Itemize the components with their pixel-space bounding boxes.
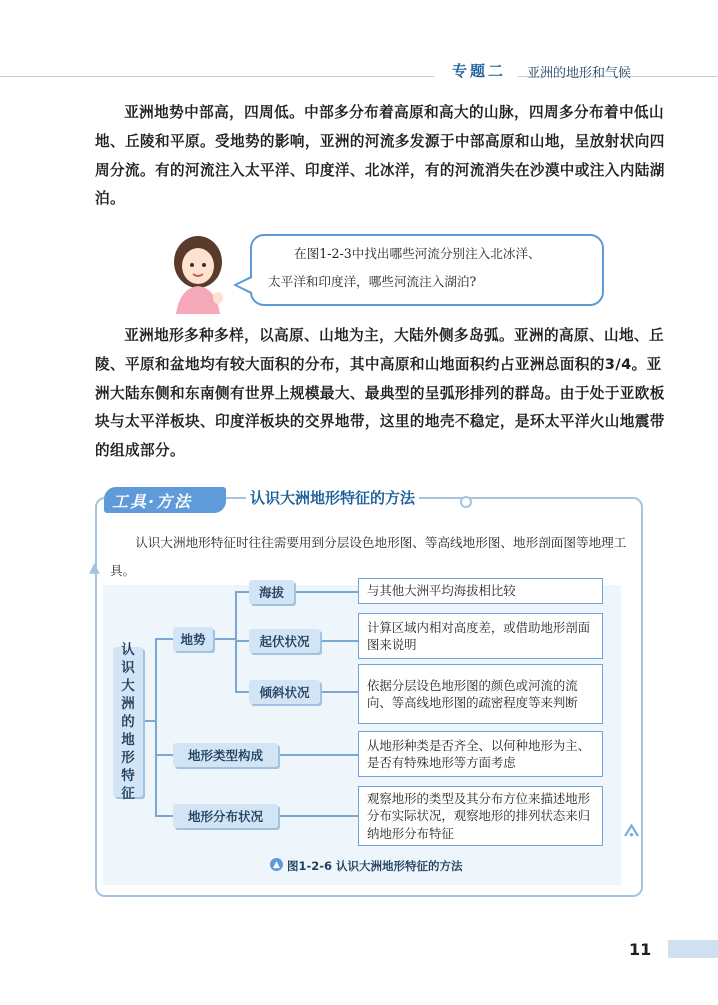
connector xyxy=(143,720,155,722)
root-char: 认 xyxy=(121,642,135,658)
page-number-bar xyxy=(668,940,718,958)
root-char: 洲 xyxy=(121,696,135,712)
node-terrain: 地势 xyxy=(173,627,213,651)
connector xyxy=(294,591,358,593)
desc-tilt: 依据分层设色地形图的颜色或河流的流向、等高线地形图的疏密程度等来判断 xyxy=(358,664,603,724)
paragraph-2-text: 亚洲地形多种多样，以高原、山地为主，大陆外侧多岛弧。亚洲的高原、山地、丘陵、平原和盆地均有较大面积的分布，其中高原和山地面积约占亚洲总面积的3/4。亚洲大陆东侧和东南侧有世界上规模最大、最典型的呈弧形排列的群岛。由于处于亚欧板块与太平洋板块、印度洋板块的交界地带，这里的地壳不稳定，是环太平洋火山地震带的组成部分。 xyxy=(95,327,665,460)
desc-landform-types: 从地形种类是否齐全、以何种地形为主、是否有特殊地形等方面考虑 xyxy=(358,731,603,777)
desc-altitude: 与其他大洲平均海拔相比较 xyxy=(358,578,603,604)
mindmap-root xyxy=(113,642,143,802)
connector xyxy=(155,638,157,816)
page-number: 11 xyxy=(629,940,652,959)
figure-caption: 图1-2-6 认识大洲地形特征的方法 xyxy=(287,859,463,873)
node-tilt: 倾斜状况 xyxy=(249,680,320,704)
connector xyxy=(155,754,173,756)
arrow-up-icon: ▲ xyxy=(89,560,100,576)
root-char: 的 xyxy=(121,714,135,730)
connector xyxy=(235,691,249,693)
connector xyxy=(155,638,173,640)
bubble-question xyxy=(268,240,598,296)
connector xyxy=(213,638,235,640)
compass-icon: ⟑ xyxy=(623,810,641,843)
caption-triangle-icon: ▲ xyxy=(270,858,283,871)
desc-landform-distribution: 观察地形的类型及其分布方位来描述地形分布实际状况，观察地形的排列状态来归纳地形分布特征 xyxy=(358,786,603,846)
tools-badge-label: 工具·方法 xyxy=(112,492,193,511)
connector xyxy=(320,691,358,693)
paragraph-2 xyxy=(95,322,675,466)
bubble-line-2: 太平洋和印度洋，哪些河流注入湖泊? xyxy=(268,274,477,289)
paragraph-1-text: 亚洲地势中部高，四周低。中部多分布着高原和高大的山脉，四周多分布着中低山地、丘陵和平原。受地势的影响，亚洲的河流多发源于中部高原和山地，呈放射状向四周分流。有的河流注入太平洋、印度洋、北冰洋，有的河流消失在沙漠中或注入内陆湖泊。 xyxy=(95,104,665,208)
bubble-line-1: 在图1-2-3中找出哪些河流分别注入北冰洋、 xyxy=(294,246,541,261)
header-title: 亚洲的地形和气候 xyxy=(527,66,632,81)
tools-title-dot xyxy=(460,496,472,508)
node-landform-distribution: 地形分布状况 xyxy=(173,804,278,828)
teacher-illustration-icon xyxy=(166,232,236,314)
connector xyxy=(278,815,358,817)
tools-intro-text: 认识大洲地形特征时往往需要用到分层设色地形图、等高线地形图、地形剖面图等地理工具。 xyxy=(110,535,627,578)
connector xyxy=(320,640,358,642)
node-landform-types: 地形类型构成 xyxy=(173,743,278,767)
root-char: 大 xyxy=(121,678,135,694)
speech-bubble-tail-inner xyxy=(237,278,252,292)
root-char: 形 xyxy=(121,750,135,766)
desc-relief: 计算区域内相对高度差，或借助地形剖面图来说明 xyxy=(358,613,603,659)
connector xyxy=(235,640,249,642)
connector xyxy=(278,754,358,756)
node-relief: 起伏状况 xyxy=(249,629,320,653)
root-char: 特 xyxy=(121,768,135,784)
root-char: 地 xyxy=(121,732,135,748)
tools-intro xyxy=(110,529,630,585)
connector xyxy=(155,815,173,817)
tools-title: 认识大洲地形特征的方法 xyxy=(246,487,419,508)
header-topic: 专题二 xyxy=(452,62,507,80)
paragraph-1 xyxy=(95,99,675,214)
node-altitude: 海拔 xyxy=(249,580,294,604)
connector xyxy=(235,591,249,593)
root-char: 征 xyxy=(121,786,135,802)
root-char: 识 xyxy=(121,660,135,676)
